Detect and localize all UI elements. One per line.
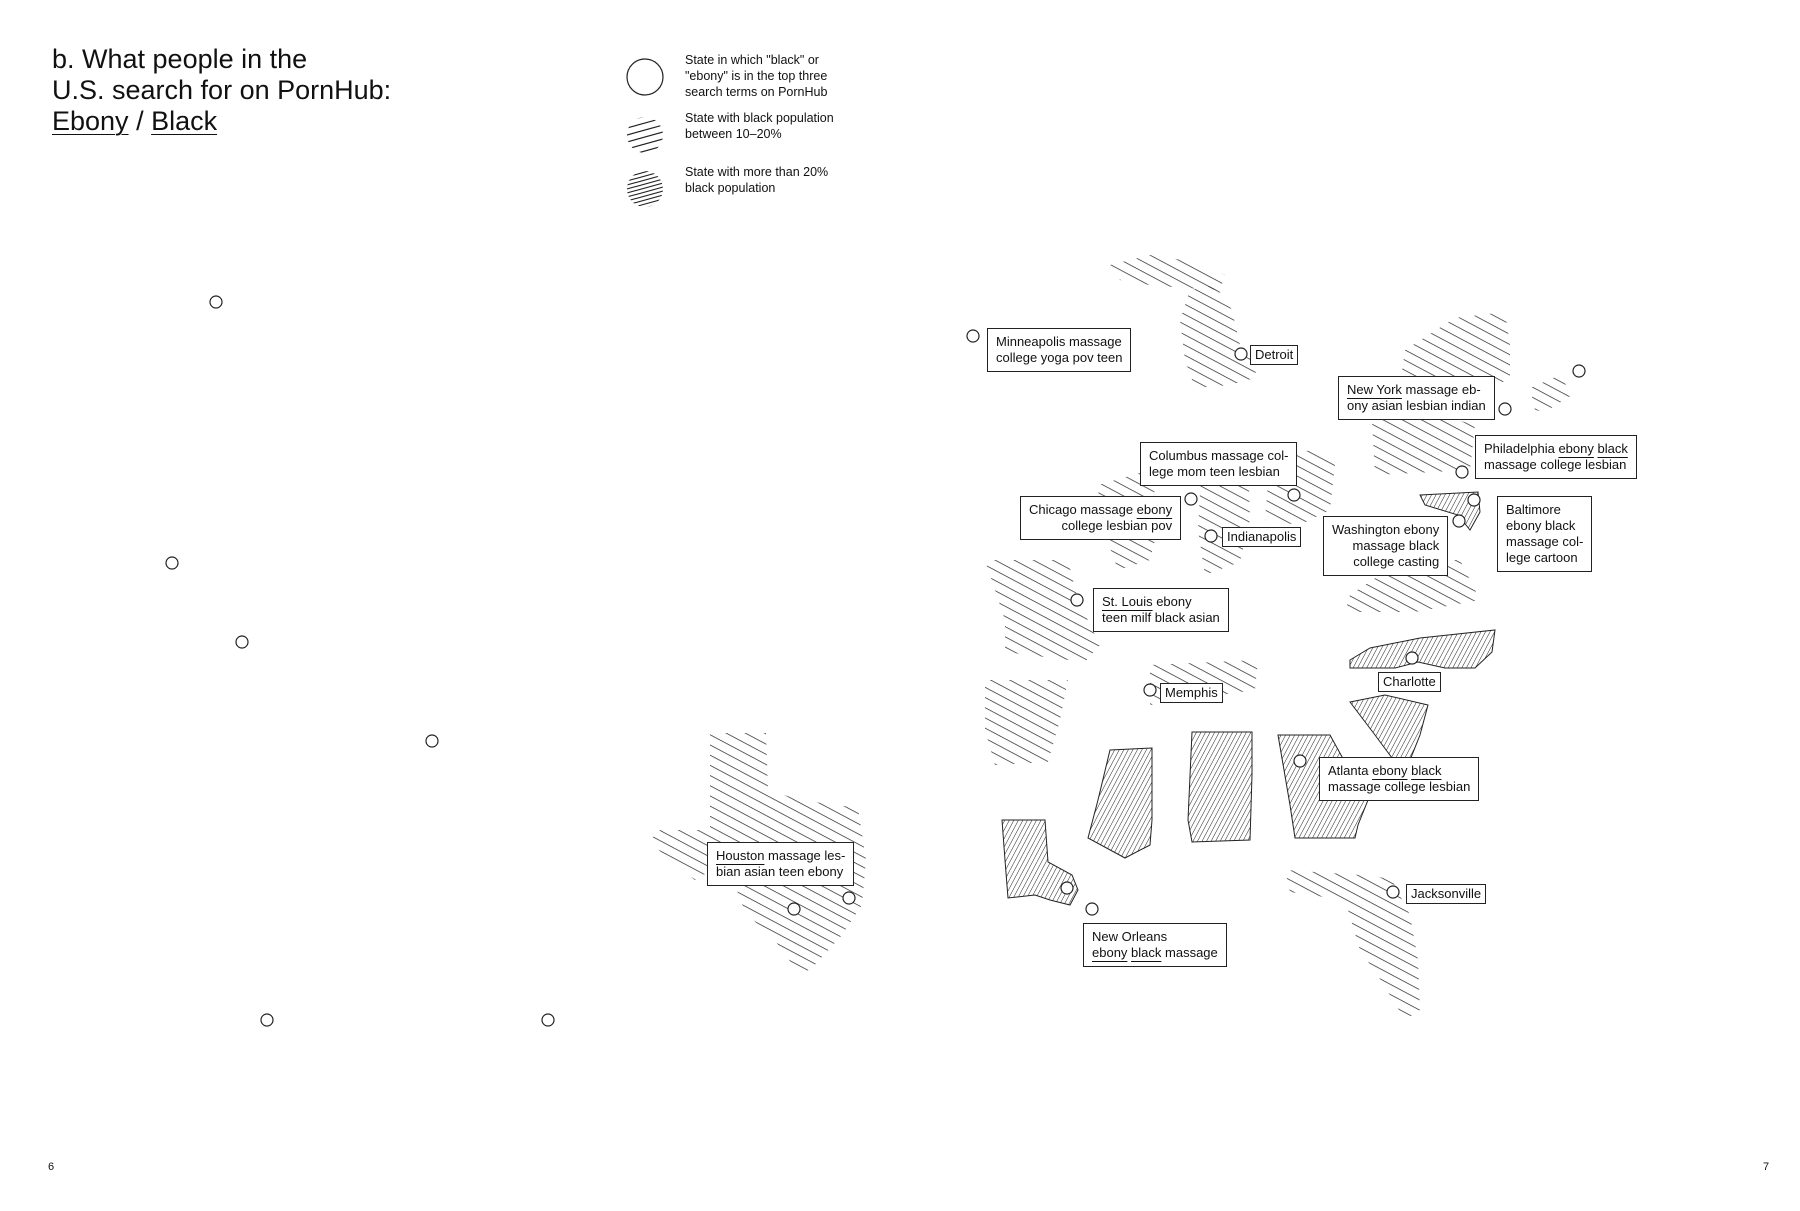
title-black: Black	[151, 106, 218, 136]
label-city: St. Louis	[1102, 594, 1153, 609]
state-newengland	[1530, 375, 1572, 412]
state-arkansas	[985, 680, 1068, 765]
label-term-ebony: ebony	[1558, 441, 1594, 456]
state-south-carolina	[1350, 695, 1428, 762]
label-city: Houston	[716, 848, 765, 863]
title-separator: /	[128, 106, 152, 136]
label-minneapolis	[987, 328, 1131, 372]
label-text	[716, 848, 845, 864]
label-text: massage black	[1352, 538, 1440, 553]
city-marker	[426, 735, 438, 747]
label-text: massage les-	[764, 848, 846, 863]
label-text: Washington ebony	[1332, 522, 1440, 537]
label-text	[1092, 945, 1218, 961]
legend-text-circle: State in which "black" or "ebony" is in the top three search terms on PornHub	[685, 53, 828, 99]
city-marker-chicago	[1185, 493, 1197, 505]
label-text: massage eb-	[1401, 382, 1481, 397]
label-text	[1029, 502, 1172, 518]
label-text: college casting	[1353, 554, 1440, 569]
label-columbus	[1140, 442, 1297, 486]
state-michigan-upper	[1110, 255, 1225, 290]
label-text	[1484, 441, 1628, 457]
city-marker	[261, 1014, 273, 1026]
label-text: massage col-	[1506, 534, 1584, 549]
city-marker-minneapolis	[967, 330, 979, 342]
label-text: bian asian teen ebony	[716, 864, 844, 879]
label-jacksonville: Jacksonville	[1406, 884, 1486, 904]
label-indianapolis: Indianapolis	[1222, 527, 1301, 547]
label-houston	[707, 842, 854, 886]
label-text: teen milf black asian	[1102, 610, 1220, 625]
label-text: ebony	[1152, 594, 1192, 609]
city-marker-houston-2	[843, 892, 855, 904]
label-text: New Orleans	[1092, 929, 1168, 944]
label-term-ebony: ebony	[1372, 763, 1408, 778]
label-newyork	[1338, 376, 1495, 420]
city-marker-baltimore	[1468, 494, 1480, 506]
label-text: Chicago massage	[1029, 502, 1137, 517]
city-marker-neworleans	[1061, 882, 1073, 894]
label-chicago	[1020, 496, 1181, 540]
city-marker-stlouis	[1071, 594, 1083, 606]
label-term-ebony: ebony	[1092, 945, 1128, 960]
city-marker-philadelphia	[1456, 466, 1468, 478]
label-text: lege cartoon	[1506, 550, 1578, 565]
page-number-right: 7	[1763, 1161, 1770, 1173]
label-charlotte: Charlotte	[1378, 672, 1441, 692]
label-philadelphia	[1475, 435, 1637, 479]
title-line-1: b. What people in the	[52, 44, 308, 74]
label-term-ebony: ebony	[1136, 502, 1173, 517]
label-city: Philadelphia	[1484, 441, 1559, 456]
city-marker	[542, 1014, 554, 1026]
city-marker	[236, 636, 248, 648]
state-alabama	[1188, 732, 1252, 842]
label-text	[1347, 382, 1486, 398]
title-ebony: Ebony	[52, 106, 129, 136]
label-baltimore	[1497, 496, 1592, 572]
label-neworleans	[1083, 923, 1227, 967]
city-marker-washington	[1453, 515, 1465, 527]
label-text: college yoga pov teen	[996, 350, 1123, 365]
city-marker-indianapolis	[1205, 530, 1217, 542]
label-text: massage	[1161, 945, 1218, 960]
label-city: New York	[1347, 382, 1402, 397]
label-term-black: black	[1131, 945, 1162, 960]
city-marker-columbus	[1288, 489, 1300, 501]
label-text: massage college lesbian	[1328, 779, 1471, 794]
city-marker	[210, 296, 222, 308]
label-text: lege mom teen lesbian	[1149, 464, 1280, 479]
city-marker-atlanta	[1294, 755, 1306, 767]
city-marker-newyork	[1499, 403, 1511, 415]
city-marker-detroit	[1235, 348, 1247, 360]
city-marker-memphis	[1144, 684, 1156, 696]
label-stlouis	[1093, 588, 1229, 632]
title-line-2: U.S. search for on PornHub:	[52, 75, 392, 105]
label-text	[1102, 594, 1220, 610]
city-marker-charlotte	[1406, 652, 1418, 664]
label-text	[1328, 763, 1470, 779]
label-text: Atlanta	[1328, 763, 1373, 778]
city-marker-jacksonville	[1387, 886, 1399, 898]
label-washington	[1323, 516, 1448, 576]
city-marker	[166, 557, 178, 569]
label-memphis: Memphis	[1160, 683, 1223, 703]
state-north-carolina	[1350, 630, 1495, 668]
label-term-black: black	[1411, 763, 1442, 778]
label-text: ony asian lesbian indian	[1347, 398, 1486, 413]
label-text: Minneapolis massage	[996, 334, 1122, 349]
page-number-left: 6	[48, 1161, 55, 1173]
label-text: college lesbian pov	[1061, 518, 1173, 533]
label-text: Baltimore	[1506, 502, 1561, 517]
legend-text-dense: State with more than 20% black population	[685, 165, 829, 195]
state-mississippi	[1088, 748, 1152, 858]
label-term-black: black	[1597, 441, 1628, 456]
label-text: massage college lesbian	[1484, 457, 1627, 472]
label-text: Columbus massage col-	[1149, 448, 1289, 463]
city-marker-neworleans-2	[1086, 903, 1098, 915]
state-michigan-lower	[1180, 285, 1258, 388]
label-atlanta	[1319, 757, 1479, 801]
legend-text-sparse: State with black population between 10–20%	[685, 111, 834, 141]
state-missouri	[985, 560, 1100, 662]
label-text: ebony black	[1506, 518, 1576, 533]
city-marker-houston	[788, 903, 800, 915]
city-marker-boston	[1573, 365, 1585, 377]
label-detroit: Detroit	[1250, 345, 1298, 365]
state-florida	[1285, 870, 1420, 1020]
